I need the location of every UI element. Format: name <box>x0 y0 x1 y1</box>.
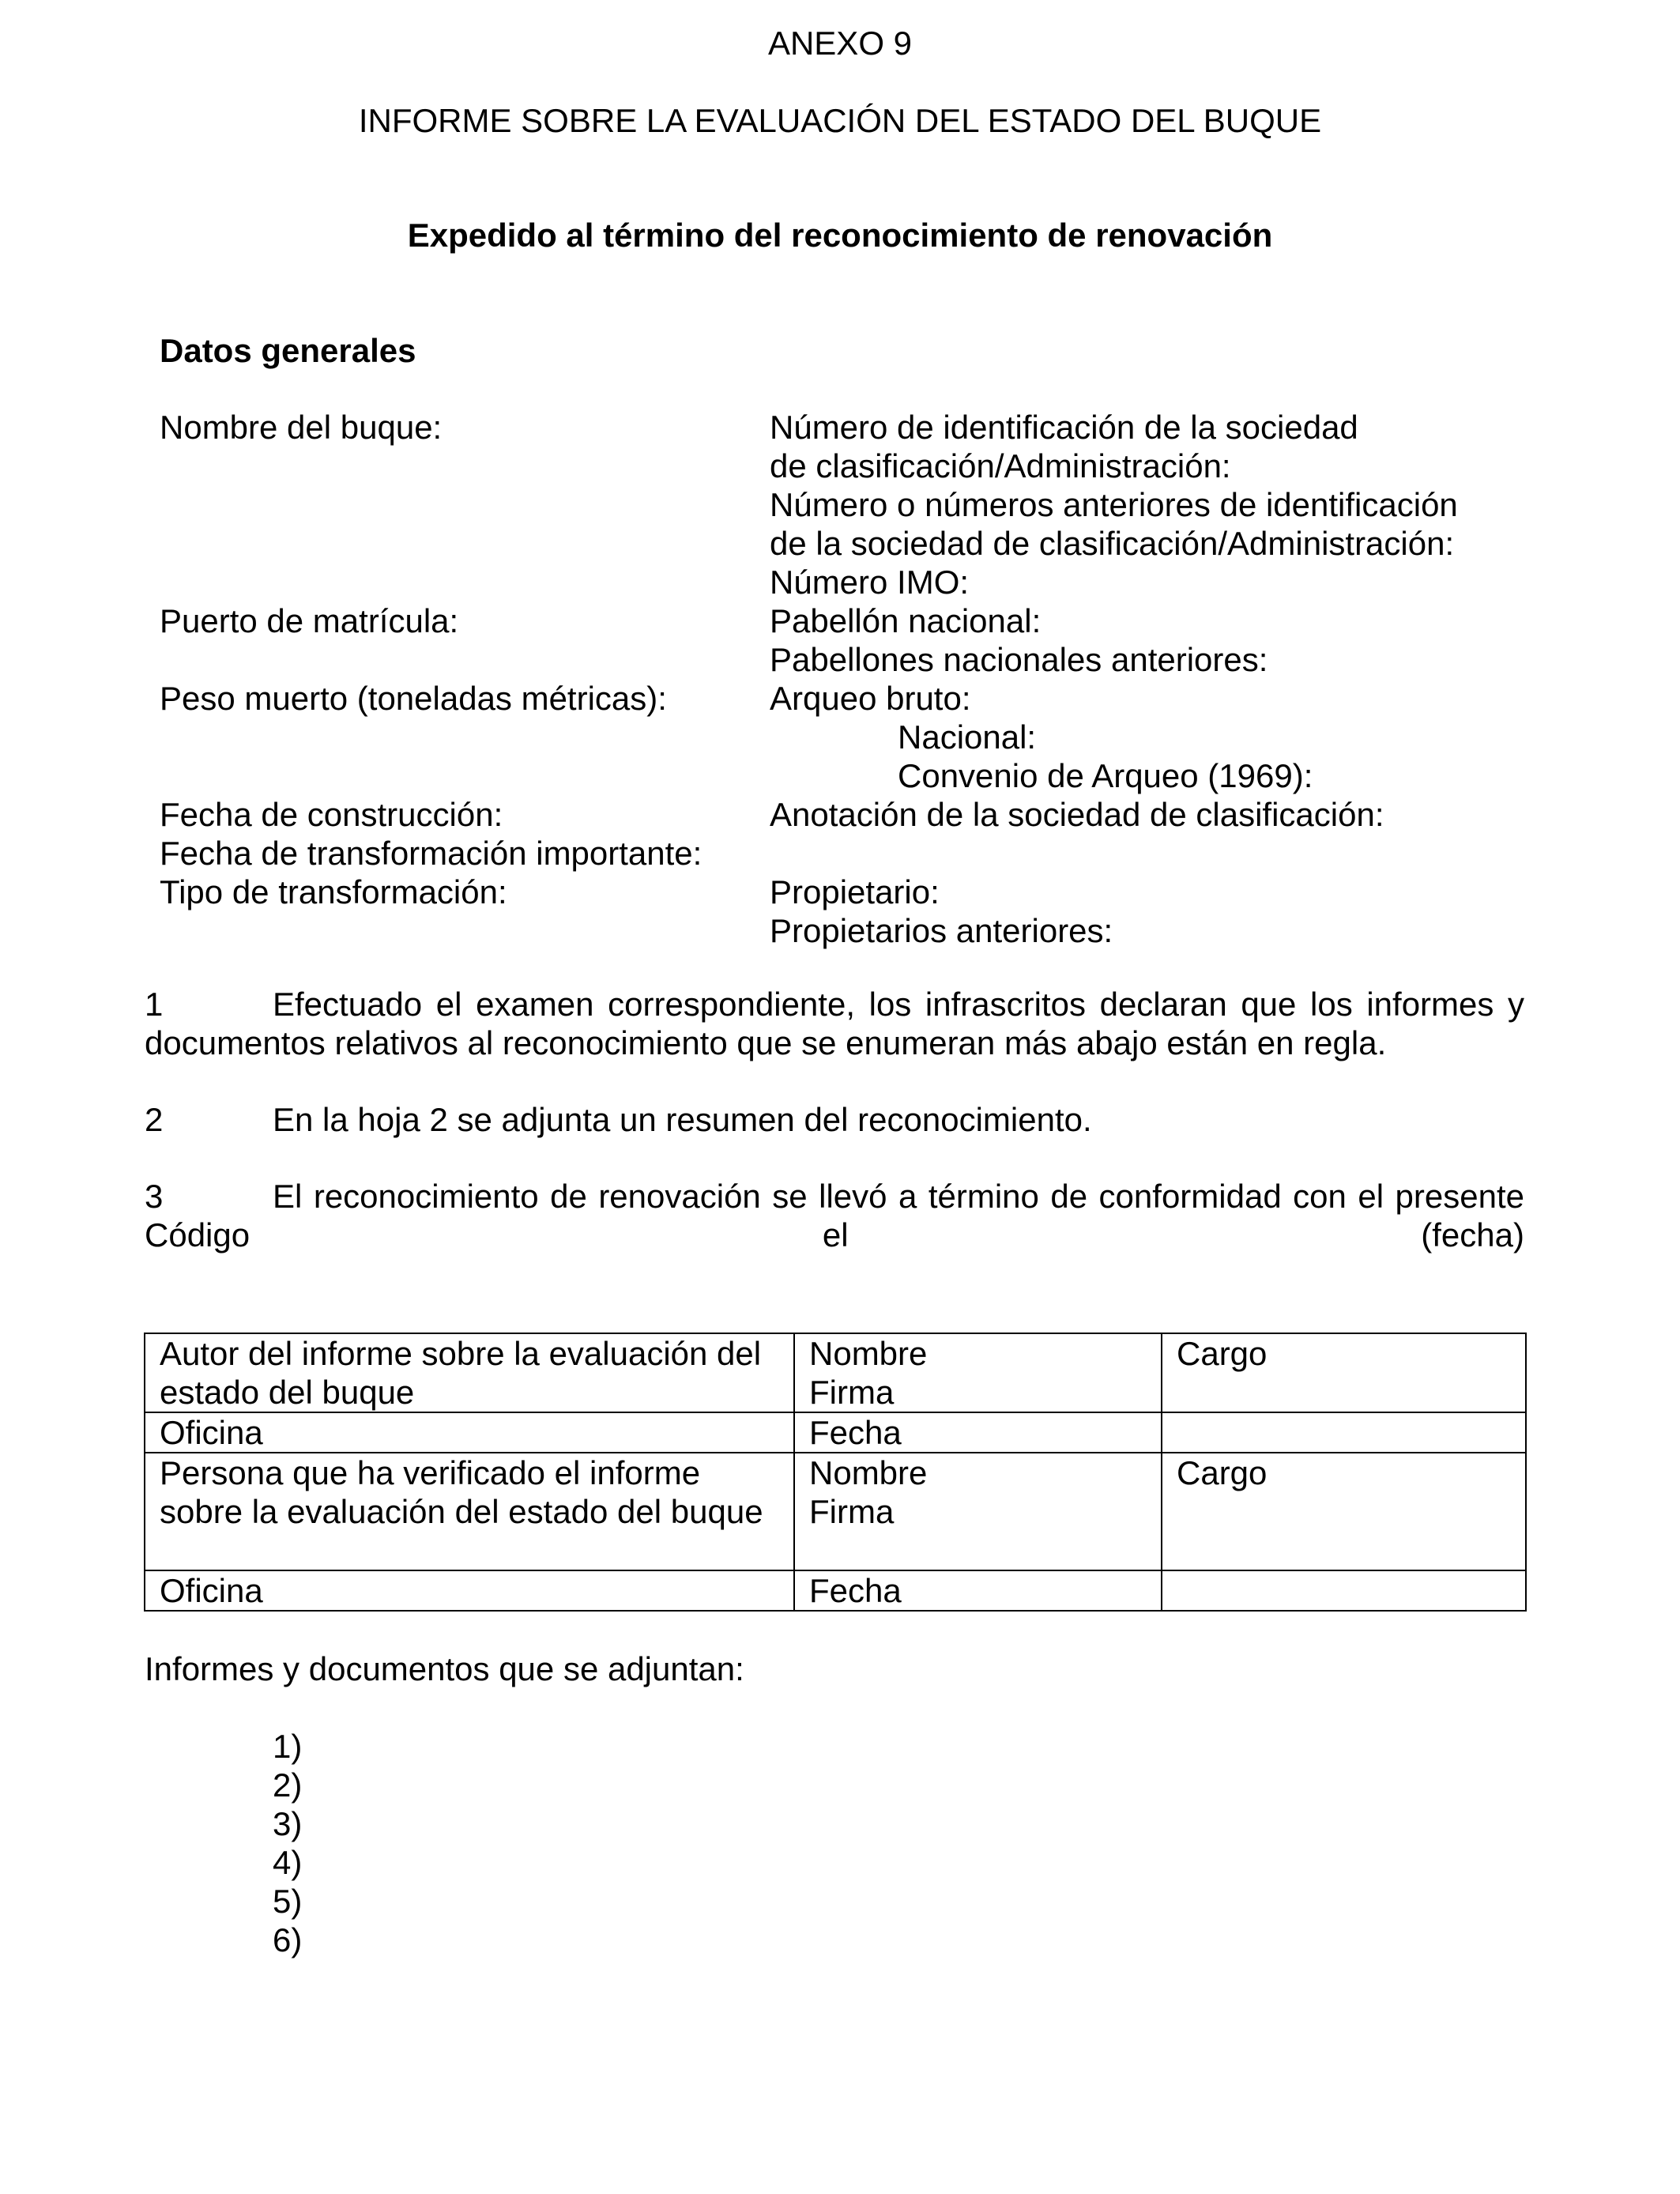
author-label: Autor del informe sobre la evaluación del estado del buque <box>160 1335 762 1411</box>
field-label: Fecha de transformación importante: <box>160 835 703 872</box>
empty-cell <box>1162 1412 1526 1453</box>
paragraph-word: (fecha) <box>1421 1216 1524 1253</box>
field-label: Pabellones nacionales anteriores: <box>770 641 1268 678</box>
paragraph-number: 2 <box>145 1101 164 1138</box>
field-spacer <box>160 563 702 601</box>
field-spacer <box>160 756 702 795</box>
attachments-heading: Informes y documentos que se adjuntan: <box>145 1650 744 1687</box>
office-cell <box>145 1570 794 1611</box>
field-label: Nacional: <box>898 718 1037 756</box>
date-cell <box>794 1570 1162 1611</box>
field-spacer <box>770 834 1458 873</box>
office-cell <box>145 1412 794 1453</box>
office-label: Oficina <box>160 1414 263 1451</box>
paragraph-word: Código <box>145 1216 250 1253</box>
list-item: 2) <box>273 1766 303 1804</box>
verifier-cell <box>145 1453 794 1570</box>
list-item: 1) <box>273 1728 303 1765</box>
name-label: Nombre <box>809 1335 928 1372</box>
list-item: 4) <box>273 1844 303 1881</box>
attachments-list <box>273 1727 302 1959</box>
paragraph-text: El reconocimiento de renovación se llevó a término de conformidad con el presente <box>273 1178 1524 1215</box>
general-data-left-column <box>160 408 702 911</box>
field-label: Convenio de Arqueo (1969): <box>898 757 1313 794</box>
field-label: Arqueo bruto: <box>770 680 971 717</box>
field-spacer <box>160 447 702 485</box>
field-label: Nombre del buque: <box>160 409 443 446</box>
signature-label: Firma <box>809 1374 895 1411</box>
list-item: 5) <box>273 1883 303 1920</box>
table-row <box>145 1453 1526 1570</box>
general-data-right-column <box>770 408 1458 950</box>
field-label: Número IMO: <box>770 564 970 601</box>
date-cell <box>794 1412 1162 1453</box>
position-label: Cargo <box>1177 1335 1268 1372</box>
paragraph-number: 1 <box>145 986 164 1023</box>
report-subtitle: Expedido al término del reconocimiento de renovación <box>407 217 1273 254</box>
name-label: Nombre <box>809 1454 928 1491</box>
position-cell <box>1162 1333 1526 1412</box>
date-label: Fecha <box>809 1414 902 1451</box>
empty-cell <box>1162 1570 1526 1611</box>
paragraph-number: 3 <box>145 1178 164 1215</box>
field-label: Peso muerto (toneladas métricas): <box>160 680 667 717</box>
date-label: Fecha <box>809 1572 902 1609</box>
report-title: INFORME SOBRE LA EVALUACIÓN DEL ESTADO DEL BUQUE <box>358 102 1322 139</box>
general-data-heading: Datos generales <box>160 332 416 369</box>
annex-label: ANEXO 9 <box>767 25 913 62</box>
field-label: Anotación de la sociedad de clasificación: <box>770 796 1384 833</box>
paragraph-1 <box>145 985 1524 1062</box>
field-label: Número o números anteriores de identificación <box>770 486 1458 523</box>
name-signature-cell <box>794 1333 1162 1412</box>
position-label: Cargo <box>1177 1454 1268 1491</box>
paragraph-2 <box>145 1100 1524 1139</box>
field-label: Propietarios anteriores: <box>770 912 1113 949</box>
paragraph-word: el <box>822 1216 849 1253</box>
name-signature-cell <box>794 1453 1162 1570</box>
table-row <box>145 1412 1526 1453</box>
field-spacer <box>160 640 702 679</box>
field-label: Propietario: <box>770 873 940 910</box>
verifier-label: Persona que ha verificado el informe sobre la evaluación del estado del buque <box>160 1454 763 1530</box>
signature-table <box>144 1333 1527 1612</box>
paragraph-text: En la hoja 2 se adjunta un resumen del reconocimiento. <box>273 1101 1092 1138</box>
field-label: Número de identificación de la sociedad <box>770 409 1358 446</box>
office-label: Oficina <box>160 1572 263 1609</box>
position-cell <box>1162 1453 1526 1570</box>
list-item: 3) <box>273 1805 303 1842</box>
table-row <box>145 1333 1526 1412</box>
field-spacer <box>160 718 702 756</box>
field-label: de la sociedad de clasificación/Administración: <box>770 525 1455 562</box>
paragraph-continuation <box>145 1216 1524 1254</box>
field-label: Pabellón nacional: <box>770 602 1042 639</box>
paragraph-text: Efectuado el examen correspondiente, los infrascritos declaran que los informes y documentos relativos al reconocimiento que se enumeran más abajo están en regla. <box>145 986 1524 1061</box>
paragraph-3 <box>145 1177 1524 1254</box>
author-cell <box>145 1333 794 1412</box>
field-label: Tipo de transformación: <box>160 873 507 910</box>
field-label: Fecha de construcción: <box>160 796 503 833</box>
field-label: Puerto de matrícula: <box>160 602 459 639</box>
field-label: de clasificación/Administración: <box>770 447 1231 484</box>
list-item: 6) <box>273 1921 303 1958</box>
signature-label: Firma <box>809 1493 895 1530</box>
field-spacer <box>160 524 702 563</box>
table-row <box>145 1570 1526 1611</box>
field-spacer <box>160 485 702 524</box>
